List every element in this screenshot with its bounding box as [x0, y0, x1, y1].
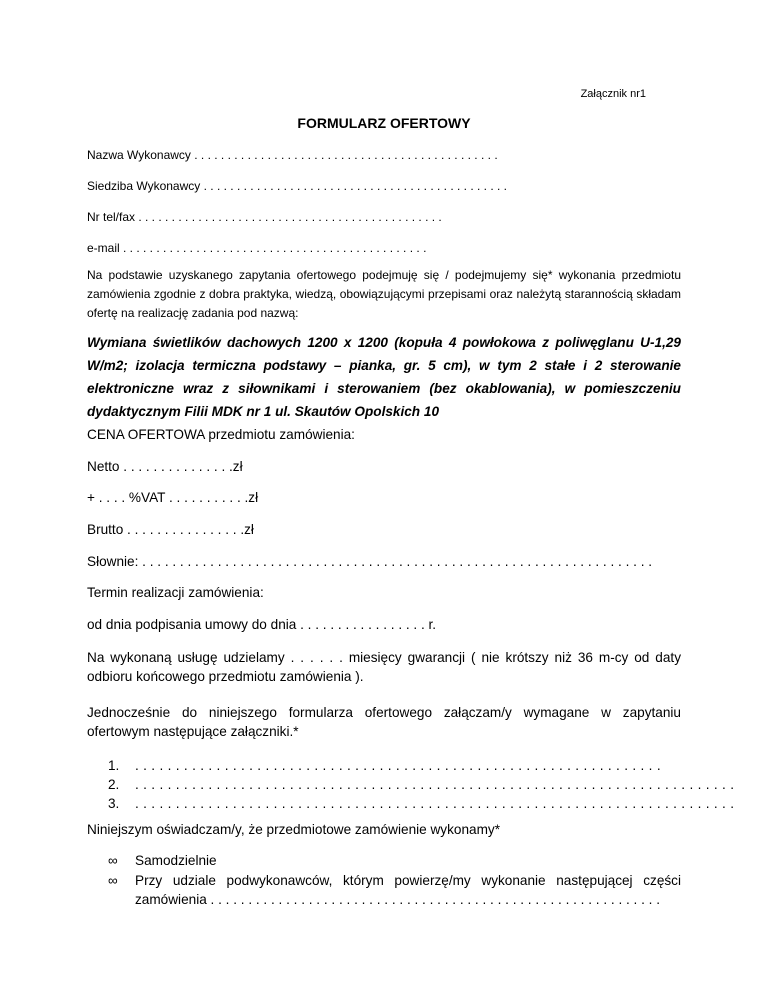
option-subcontractors: Przy udziale podwykonawców, którym powierzę/my wykonanie następującej części	[135, 873, 681, 888]
contractor-name-field: Nazwa Wykonawcy . . . . . . . . . . . . . . . . . . . . . . . . . . . . . . . . . . . . . . . . . . . . . .	[87, 148, 498, 162]
intro-paragraph: Na podstawie uzyskanego zapytania ofertowego podejmuję się / podejmujemy się* wykonania przedmiotu zamówienia zgodnie z dobra praktyka, wiedzą, obowiązującymi przepisami oraz należytą starannością składam ofertę na realizację zadania pod nazwą:	[87, 268, 681, 320]
deadline-line: od dnia podpisania umowy do dnia . . . . . . . . . . . . . . . . . r.	[87, 617, 437, 632]
warranty-paragraph: Na wykonaną usługę udzielamy . . . . . . miesięcy gwarancji ( nie krótszy niż 36 m-cy od daty odbioru końcowego przedmiotu zamówienia ).	[87, 650, 681, 684]
price-heading: CENA OFERTOWA przedmiotu zamówienia:	[87, 427, 355, 442]
attachment-line: . . . . . . . . . . . . . . . . . . . . . . . . . . . . . . . . . . . . . . . . . . . . . . . . . . . . . . . . . . . . . . . . . . . . . . . . . .	[135, 796, 735, 811]
price-netto: Netto . . . . . . . . . . . . . . .zł	[87, 459, 243, 474]
price-vat: + . . . . %VAT . . . . . . . . . . .zł	[87, 490, 259, 505]
declaration-intro: Niniejszym oświadczam/y, że przedmiotowe zamówienie wykonamy*	[87, 822, 500, 837]
email-field: e-mail . . . . . . . . . . . . . . . . . . . . . . . . . . . . . . . . . . . . . . . . . . . . . .	[87, 241, 427, 255]
price-brutto: Brutto . . . . . . . . . . . . . . . .zł	[87, 522, 254, 537]
attachment-number: 1.	[108, 758, 120, 773]
deadline-heading: Termin realizacji zamówienia:	[87, 585, 264, 600]
annex-label: Załącznik nr1	[580, 88, 646, 100]
infinity-bullet-icon: ∞	[108, 873, 118, 888]
attachment-number: 3.	[108, 796, 120, 811]
attachment-line: . . . . . . . . . . . . . . . . . . . . . . . . . . . . . . . . . . . . . . . . . . . . . . . . . . . . . . . . . . . . . . . . .	[135, 758, 661, 773]
task-name: Wymiana świetlików dachowych 1200 x 1200 (kopuła 4 powłokowa z poliwęglanu U-1,29 W/m2; izolacja termiczna podstawy – pianka, gr. 5 cm), w tym 2 stałe i 2 sterowanie elektroniczne wraz z siłownikami i sterowaniem (bez okablowania), w pomieszczeniu dydaktycznym Filii MDK nr 1 ul. Skautów Opolskich 10	[87, 335, 681, 419]
page-title: FORMULARZ OFERTOWY	[297, 115, 471, 131]
option-self: Samodzielnie	[135, 853, 217, 868]
attachment-number: 2.	[108, 777, 120, 792]
infinity-bullet-icon: ∞	[108, 853, 118, 868]
attachments-intro: Jednocześnie do niniejszego formularza ofertowego załączam/y wymagane w zapytaniu ofertowym następujące załączniki.*	[87, 705, 681, 739]
phone-fax-field: Nr tel/fax . . . . . . . . . . . . . . . . . . . . . . . . . . . . . . . . . . . . . . . . . . . . . .	[87, 210, 442, 224]
contractor-seat-field: Siedziba Wykonawcy . . . . . . . . . . . . . . . . . . . . . . . . . . . . . . . . . . . . . . . . . . . . . .	[87, 179, 507, 193]
price-in-words: Słownie: . . . . . . . . . . . . . . . . . . . . . . . . . . . . . . . . . . . . . . . . . . . . . . . . . . . . . . . . . . . . . . . . . . . .	[87, 554, 653, 569]
option-subcontractors-line2: zamówienia . . . . . . . . . . . . . . . . . . . . . . . . . . . . . . . . . . . . . . . . . . . . . . . . . . . . . . . . . . . .	[135, 892, 660, 907]
attachment-line: . . . . . . . . . . . . . . . . . . . . . . . . . . . . . . . . . . . . . . . . . . . . . . . . . . . . . . . . . . . . . . . . . . . . . . . . . .	[135, 777, 735, 792]
